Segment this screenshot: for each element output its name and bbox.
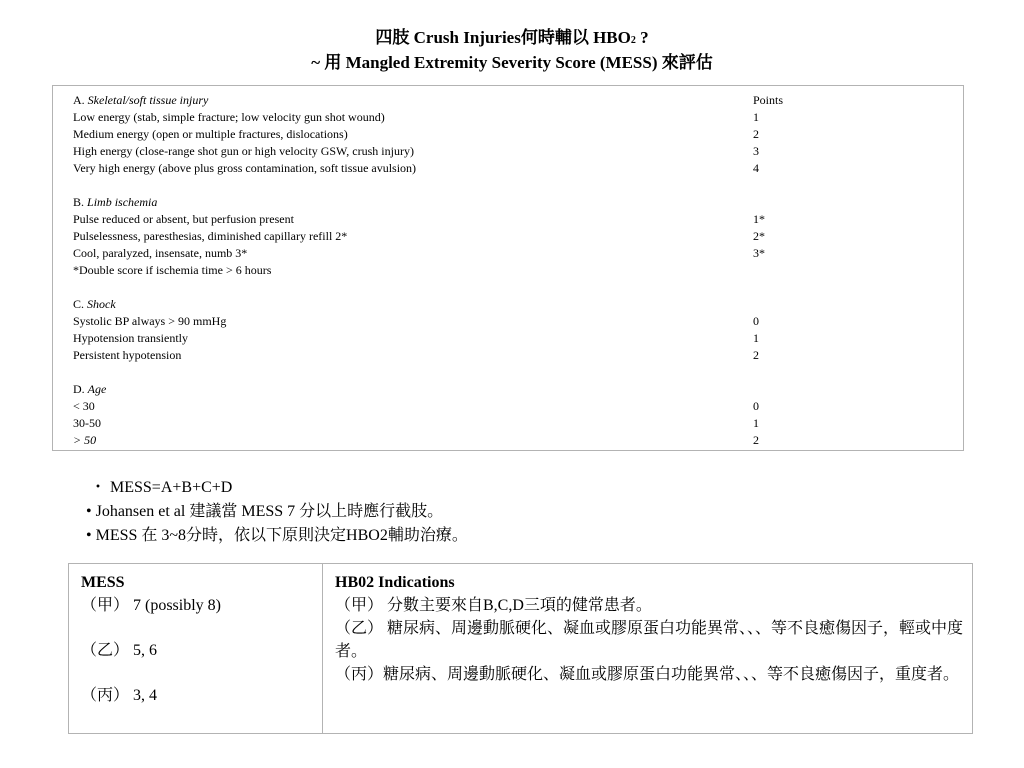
indications-column <box>335 571 965 686</box>
section-b-letter: B. <box>73 195 85 209</box>
section-d-name: Age <box>87 382 107 396</box>
table-row-text: Low energy (stab, simple fracture; low velocity gun shot wound) <box>73 110 385 124</box>
indication-b: （乙） 糖尿病、周邊動脈硬化、凝血或膠原蛋白功能異常、、、等不良癒傷因子，輕或中度者。 <box>335 620 964 660</box>
section-c-letter: C. <box>73 297 85 311</box>
section-a-name: Skeletal/soft tissue injury <box>87 93 209 107</box>
table-row-text: Systolic BP always > 90 mmHg <box>73 314 227 328</box>
mess-column-header: MESS <box>81 574 125 591</box>
mess-score-table <box>52 85 964 451</box>
title-line1-main: 四肢 Crush Injuries何時輔以 HBO <box>375 28 631 47</box>
hbo2-indications-table <box>68 563 973 734</box>
mess-value-a: （甲） 7 (possibly 8) <box>81 597 222 614</box>
table-row-points: 4 <box>753 161 759 175</box>
section-d-heading <box>73 381 106 398</box>
table-row-text: Cool, paralyzed, insensate, numb 3* <box>73 246 248 260</box>
mess-column <box>81 571 221 707</box>
section-b-heading <box>73 194 157 211</box>
table-row-points: 2 <box>753 433 759 447</box>
section-b-name: Limb ischemia <box>87 195 158 209</box>
indication-c: （丙）糖尿病、周邊動脈硬化、凝血或膠原蛋白功能異常、、、等不良癒傷因子，重度者。 <box>335 666 960 683</box>
indication-a: （甲） 分數主要來自B,C,D三項的健常患者。 <box>335 597 652 614</box>
table-row-text: Pulse reduced or absent, but perfusion present <box>73 212 294 226</box>
table-row-text: > 50 <box>73 433 97 447</box>
section-d-letter: D. <box>73 382 85 396</box>
table-row-text: Very high energy (above plus gross contamination, soft tissue avulsion) <box>73 161 417 175</box>
slide-subtitle: ~ 用 Mangled Extremity Severity Score (MESS) 來評估 <box>311 53 713 72</box>
section-c-name: Shock <box>87 297 116 311</box>
slide-title <box>0 23 1024 48</box>
section-a-heading <box>73 92 208 109</box>
title-line1-suffix: ? <box>635 28 649 47</box>
table-row-points: 0 <box>753 314 759 328</box>
mess-value-c: （丙） 3, 4 <box>81 687 158 704</box>
table-row-text: < 30 <box>73 399 95 413</box>
table-row-text: High energy (close-range shot gun or high velocity GSW, crush injury) <box>73 144 414 158</box>
table-row-text: Pulselessness, paresthesias, diminished capillary refill 2* <box>73 229 348 243</box>
bullet-list <box>86 476 468 548</box>
bullet-item-johansen: • Johansen et al 建議當 MESS 7 分以上時應行截肢。 <box>86 503 444 520</box>
table-row-points: 3 <box>753 144 759 158</box>
table-row-text: Persistent hypotension <box>73 348 182 362</box>
table-row-text: 30-50 <box>73 416 101 430</box>
table-row-points: 1 <box>753 331 759 345</box>
points-header: Points <box>753 93 784 107</box>
bullet-item-hbo2-principle: • MESS 在 3~8分時，依以下原則決定HBO2輔助治療。 <box>86 527 468 544</box>
indications-column-header: HB02 Indications <box>335 574 455 591</box>
table-row-points: 1 <box>753 110 759 124</box>
section-a-letter: A. <box>73 93 85 107</box>
table-row-text: Hypotension transiently <box>73 331 188 345</box>
mess-value-b: （乙） 5, 6 <box>81 642 158 659</box>
table-row-points: 2 <box>753 127 759 141</box>
bullet-item-formula: ・ MESS=A+B+C+D <box>90 479 233 496</box>
section-c-heading <box>73 296 116 313</box>
table-row-points: 0 <box>753 399 759 413</box>
table-row-points: 1* <box>753 212 765 226</box>
table-row-points: 1 <box>753 416 759 430</box>
table-row-text: Medium energy (open or multiple fractures, dislocations) <box>73 127 348 141</box>
title-line1-subscript: 2 <box>630 35 636 46</box>
table-row-points: 2* <box>753 229 765 243</box>
ischemia-note: *Double score if ischemia time > 6 hours <box>73 263 272 277</box>
column-divider <box>322 564 323 733</box>
table-row-points: 3* <box>753 246 765 260</box>
table-row-points: 2 <box>753 348 759 362</box>
